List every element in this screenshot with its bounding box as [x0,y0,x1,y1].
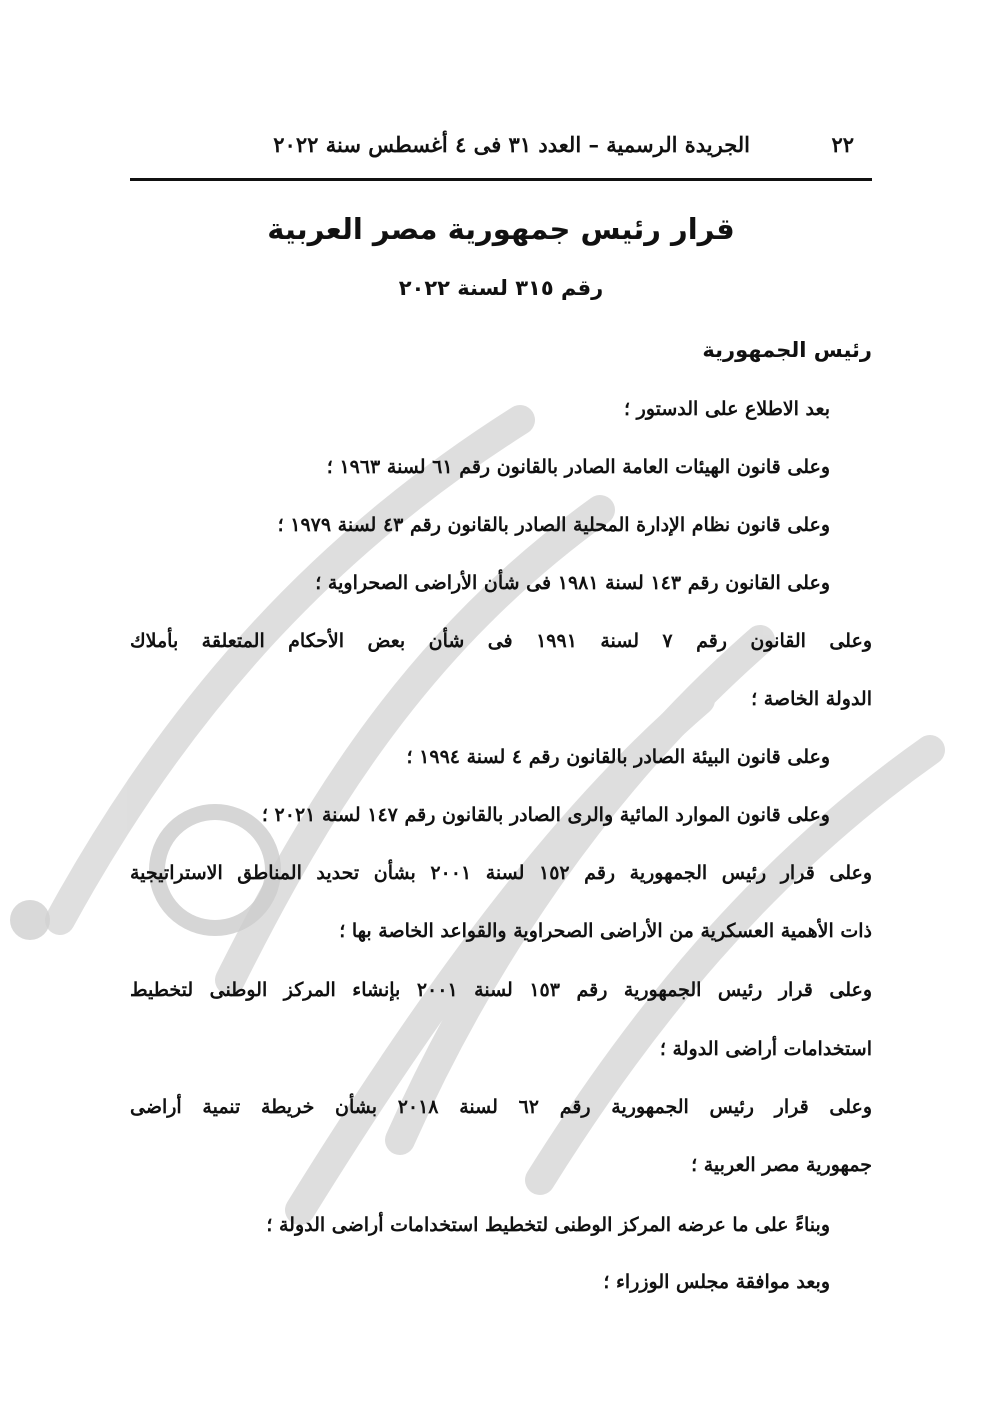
preamble-line: جمهورية مصر العربية ؛ [691,1154,872,1176]
page-number: ٢٢ [831,132,854,157]
preamble-line: وعلى قانون البيئة الصادر بالقانون رقم ٤ لسنة ١٩٩٤ ؛ [406,746,830,768]
issuing-authority: رئيس الجمهورية [702,338,872,362]
preamble-line: الدولة الخاصة ؛ [751,688,872,710]
publication-line: الجريدة الرسمية – العدد ٣١ فى ٤ أغسطس سنة ٢٠٢٢ [273,132,750,157]
preamble-line: استخدامات أراضى الدولة ؛ [659,1038,872,1060]
preamble-line: وعلى قانون الموارد المائية والرى الصادر بالقانون رقم ١٤٧ لسنة ٢٠٢١ ؛ [261,804,830,826]
preamble-line: وعلى القانون رقم ١٤٣ لسنة ١٩٨١ فى شأن الأراضى الصحراوية ؛ [315,572,830,594]
preamble-line: وبعد موافقة مجلس الوزراء ؛ [603,1271,830,1293]
decree-title: قرار رئيس جمهورية مصر العربية [267,212,735,246]
decree-number: رقم ٣١٥ لسنة ٢٠٢٢ [398,276,604,300]
preamble-line: وعلى قرار رئيس الجمهورية رقم ٦٢ لسنة ٢٠١٨ بشأن خريطة تنمية أراضى [130,1096,873,1118]
preamble-line: وعلى قانون نظام الإدارة المحلية الصادر بالقانون رقم ٤٣ لسنة ١٩٧٩ ؛ [277,514,830,536]
preamble-line: وعلى قرار رئيس الجمهورية رقم ١٥٣ لسنة ٢٠٠١ بإنشاء المركز الوطنى لتخطيط [130,979,873,1001]
preamble-line: وعلى قانون الهيئات العامة الصادر بالقانون رقم ٦١ لسنة ١٩٦٣ ؛ [326,456,830,478]
preamble-line: وعلى قرار رئيس الجمهورية رقم ١٥٢ لسنة ٢٠٠١ بشأن تحديد المناطق الاستراتيجية [130,862,872,884]
preamble-line: وبناءً على ما عرضه المركز الوطنى لتخطيط استخدامات أراضى الدولة ؛ [266,1214,830,1236]
page-header [130,132,872,162]
preamble-line: ذات الأهمية العسكرية من الأراضى الصحراوية والقواعد الخاصة بها ؛ [339,920,872,942]
preamble-line: وعلى القانون رقم ٧ لسنة ١٩٩١ فى شأن بعض الأحكام المتعلقة بأملاك [130,630,872,652]
preamble-line: بعد الاطلاع على الدستور ؛ [624,398,830,420]
header-rule [130,178,872,181]
